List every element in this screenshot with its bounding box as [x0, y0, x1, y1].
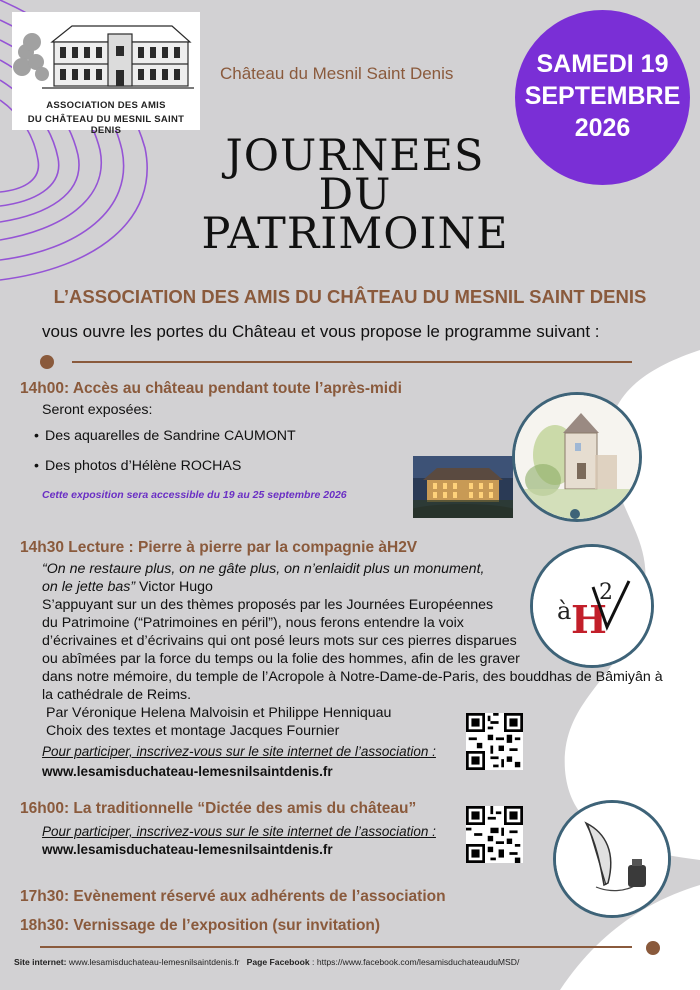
item2-register-text: Pour participer, inscrivez-vous sur le site internet de l’association : [42, 744, 436, 759]
footer [14, 957, 519, 967]
item1-exhibition-note: Cette exposition sera accessible du 19 au 25 septembre 2026 [42, 489, 347, 501]
ah2v-logo-icon [533, 547, 651, 665]
dovecote-watercolor-icon [515, 395, 639, 519]
item2-credits-line1: Par Véronique Helena Malvoisin et Philippe Henniquau [46, 705, 392, 721]
item2-website-link[interactable]: www.lesamisduchateau-lemesnilsaintdenis.fr [42, 764, 333, 779]
item2-desc-line2: du Patrimoine (“Patrimoines en péril”), nous ferons entendre la voix [42, 615, 464, 631]
footer-site-url[interactable]: www.lesamisduchateau-lemesnilsaintdenis.fr [66, 957, 240, 967]
title-line2: DU [318, 170, 392, 220]
footer-facebook-url[interactable]: : https://www.facebook.com/lesamisduchateauduMSD/ [309, 957, 520, 967]
date-badge-line3: 2026 [574, 114, 631, 142]
title-line1: JOURNEES [225, 131, 485, 181]
ah2v-logo-frame [530, 544, 654, 668]
qr-code-icon[interactable] [466, 806, 523, 863]
item2-desc-line6: la cathédrale de Reims. [42, 687, 192, 703]
chateau-engraving-icon [12, 12, 200, 96]
quill-frame [553, 800, 671, 918]
item1-heading: 14h00: Accès au château pendant toute l’après-midi [20, 380, 402, 397]
item5-heading: 18h30: Vernissage de l’exposition (sur invitation) [20, 917, 381, 934]
intro-text: vous ouvre les portes du Château et vous propose le programme suivant : [42, 322, 600, 341]
association-logo [12, 12, 200, 136]
item2-quote-author: Victor Hugo [135, 579, 213, 595]
item2-desc-line3: d’écrivaines et d’écrivains qui ont posé leurs mots sur ces pierres disparues [42, 633, 517, 649]
footer-divider-line [40, 946, 632, 948]
connector-dot [570, 509, 580, 519]
item4-heading: 17h30: Evènement réservé aux adhérents de l’association [20, 888, 446, 905]
item2-heading: 14h30 Lecture : Pierre à pierre par la compagnie àH2V [20, 539, 418, 556]
footer-divider-dot [646, 941, 660, 955]
footer-site-label: Site internet: [14, 957, 67, 967]
svg-text:2: 2 [599, 580, 613, 605]
association-heading: L’ASSOCIATION DES AMIS DU CHÂTEAU DU MESNIL SAINT DENIS [53, 286, 647, 307]
item2-desc-line5: dans notre mémoire, du temple de l’Acropole à Notre-Dame-de-Paris, des bouddhas de Bâmiyân à [42, 669, 663, 685]
item2-quote-line1: “On ne restaure plus, on ne gâte plus, on n’enlaidit plus un monument, [42, 561, 485, 577]
title-line3: PATRIMOINE [201, 209, 509, 259]
qr-code-icon[interactable] [466, 713, 523, 770]
item2-desc-line1: S’appuyant sur un des thèmes proposés par les Journées Européennes [42, 597, 494, 613]
item2-quote-text: on le jette bas” [42, 579, 136, 595]
logo-text-line1: ASSOCIATION DES AMIS [46, 100, 166, 111]
item2-quote-line2 [42, 579, 213, 595]
dovecote-watercolor-frame [512, 392, 642, 522]
date-badge-line1: SAMEDI 19 [536, 50, 669, 78]
item1-exposed-label: Seront exposées: [42, 402, 153, 418]
divider-dot [40, 355, 54, 369]
logo-text-line2: DU CHÂTEAU DU MESNIL SAINT DENIS [27, 114, 185, 136]
item1-bullet1: • Des aquarelles de Sandrine CAUMONT [34, 428, 296, 444]
svg-text:H: H [571, 597, 607, 642]
item2-desc-line4: ou abîmées par la force du temps ou la folie des hommes, afin de les graver [42, 651, 520, 667]
item3-heading: 16h00: La traditionnelle “Dictée des amis du château” [20, 800, 417, 817]
date-badge [515, 10, 690, 185]
item3-register-text: Pour participer, inscrivez-vous sur le site internet de l’association : [42, 824, 436, 839]
divider-line [72, 361, 632, 363]
chateau-night-photo-icon [413, 456, 513, 518]
svg-text:à: à [557, 597, 572, 625]
item1-bullet2: • Des photos d’Hélène ROCHAS [34, 458, 241, 474]
footer-facebook-label: Page Facebook [246, 957, 310, 967]
date-badge-line2: SEPTEMBRE [524, 82, 681, 110]
castle-subtitle: Château du Mesnil Saint Denis [220, 64, 454, 83]
item2-credits-line2: Choix des textes et montage Jacques Fournier [46, 723, 340, 739]
quill-inkwell-icon [556, 803, 668, 915]
item3-website-link[interactable]: www.lesamisduchateau-lemesnilsaintdenis.fr [42, 842, 333, 857]
